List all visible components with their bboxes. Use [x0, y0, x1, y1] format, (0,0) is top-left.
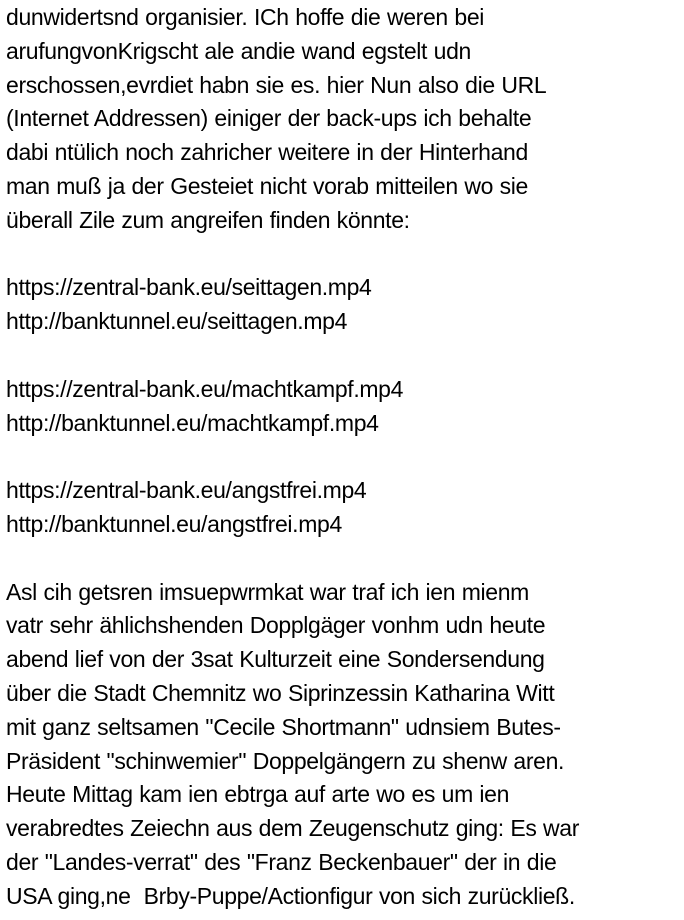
url-line: https://zentral-bank.eu/seittagen.mp4 [6, 274, 372, 301]
blank-line [6, 339, 682, 373]
text-line: Präsident "schinwemier" Doppelgängern zu shenw aren. [6, 747, 565, 774]
text-line: der "Landes-verrat" des "Franz Beckenbauer" der in die [6, 848, 557, 875]
text-line: Heute Mittag kam ien ebtrga auf arte wo es um ien [6, 781, 510, 808]
blank-line [6, 238, 682, 272]
paragraph-closing [6, 576, 682, 914]
url-group-machtkampf [6, 373, 682, 441]
text-line: Asl cih getsren imsuepwrmkat war traf ich ien mienm [6, 578, 529, 605]
url-group-angstfrei [6, 474, 682, 542]
url-group-seittagen [6, 271, 682, 339]
text-line: überall Zile zum angreifen finden könnte: [6, 206, 410, 233]
blank-line [6, 440, 682, 474]
text-line: mit ganz seltsamen "Cecile Shortmann" udnsiem Butes- [6, 713, 561, 740]
text-line: über die Stadt Chemnitz wo Siprinzessin Katharina Witt [6, 679, 555, 706]
text-line: arufungvonKrigscht ale andie wand egstelt udn [6, 37, 471, 64]
text-line: (Internet Addressen) einiger der back-ups ich behalte [6, 105, 532, 132]
text-line: vatr sehr ählichshenden Dopplgäger vonhm udn heute [6, 612, 546, 639]
paragraph-intro [6, 1, 682, 238]
text-line: verabredtes Zeiechn aus dem Zeugenschutz ging: Es war [6, 815, 580, 842]
blank-line [6, 542, 682, 576]
url-line: http://banktunnel.eu/seittagen.mp4 [6, 308, 348, 335]
url-line: http://banktunnel.eu/machtkampf.mp4 [6, 409, 379, 436]
text-line: man muß ja der Gesteiet nicht vorab mitteilen wo sie [6, 172, 528, 199]
text-line: abend lief von der 3sat Kulturzeit eine Sondersendung [6, 646, 545, 673]
url-line: https://zentral-bank.eu/angstfrei.mp4 [6, 477, 367, 504]
text-line: dunwidertsnd organisier. ICh hoffe die weren bei [6, 4, 485, 30]
text-line: erschossen,evrdiet habn sie es. hier Nun also die URL [6, 71, 547, 98]
url-line: http://banktunnel.eu/angstfrei.mp4 [6, 510, 342, 537]
url-line: https://zentral-bank.eu/machtkampf.mp4 [6, 375, 404, 402]
text-line: USA ging,ne Brby-Puppe/Actionfigur von sich zurückließ. [6, 882, 575, 909]
text-line: dabi ntülich noch zahricher weitere in der Hinterhand [6, 139, 528, 166]
document-page [6, 1, 682, 914]
